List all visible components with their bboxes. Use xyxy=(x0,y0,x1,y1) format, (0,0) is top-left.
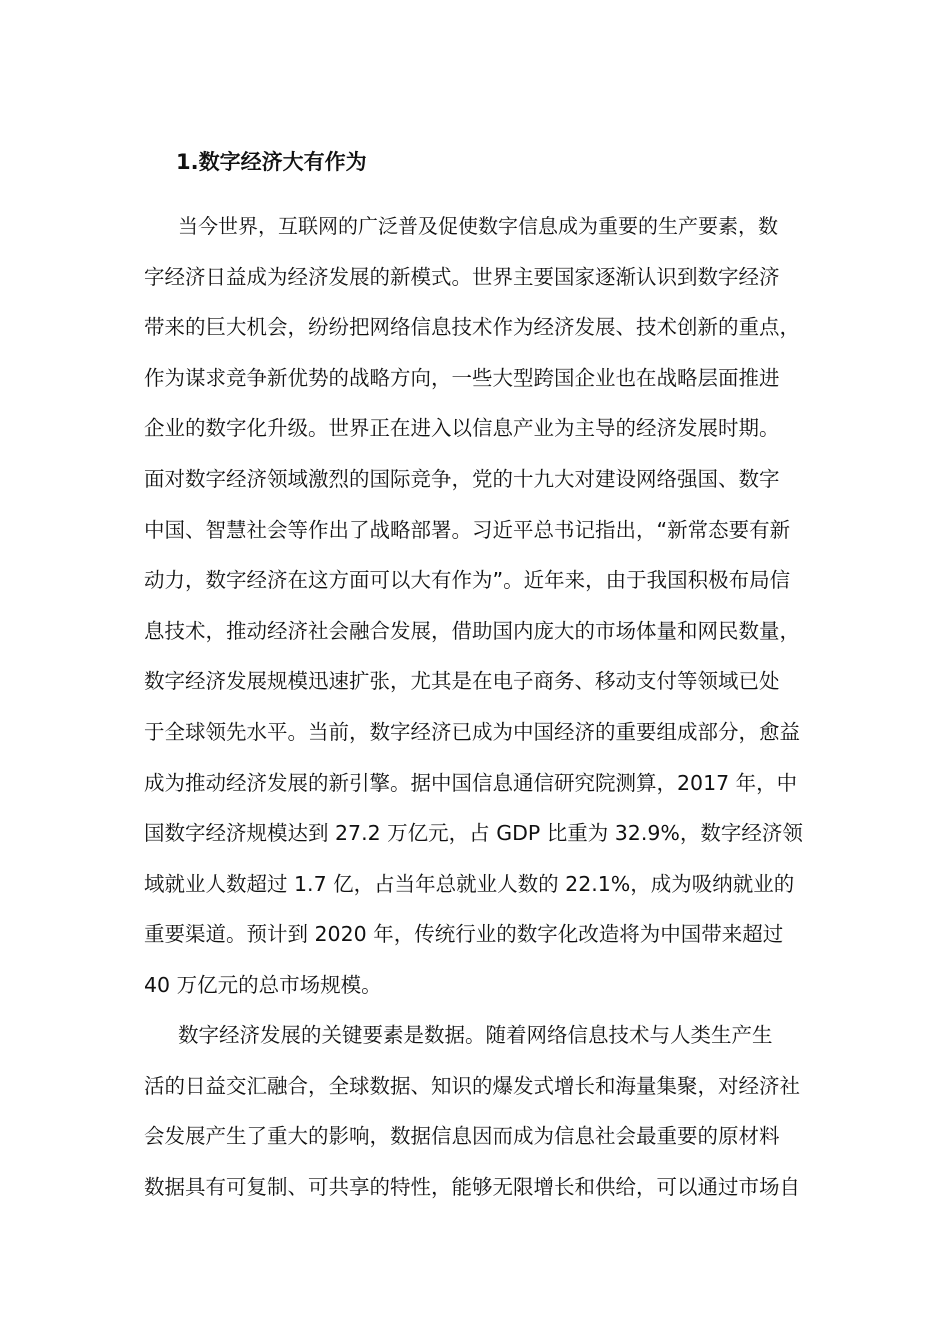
paragraph-line: 于全球领先水平。当前，数字经济已成为中国经济的重要组成部分，愈益 xyxy=(144,719,800,744)
paragraph-line: 面对数字经济领域激烈的国际竞争，党的十九大对建设网络强国、数字 xyxy=(144,466,780,491)
paragraph-line: 当今世界，互联网的广泛普及促使数字信息成为重要的生产要素，数 xyxy=(178,214,778,238)
paragraph-line: 活的日益交汇融合，全球数据、知识的爆发式增长和海量集聚，对经济社 xyxy=(144,1073,800,1098)
paragraph-line: 数据具有可复制、可共享的特性，能够无限增长和供给，可以通过市场自 xyxy=(144,1174,800,1199)
paragraph-line: 会发展产生了重大的影响，数据信息因而成为信息社会最重要的原材料 xyxy=(144,1124,780,1149)
paragraph-line: 数字经济发展规模迅速扩张，尤其是在电子商务、移动支付等领域已处 xyxy=(144,669,780,694)
paragraph-line: 作为谋求竞争新优势的战略方向，一些大型跨国企业也在战略层面推进 xyxy=(144,365,780,390)
paragraph-line: 国数字经济规模达到 27.2 万亿元，占 GDP 比重为 32.9%，数字经济领 xyxy=(144,821,803,846)
paragraph-line: 字经济日益成为经济发展的新模式。世界主要国家逐渐认识到数字经济 xyxy=(144,264,780,289)
paragraph-line: 域就业人数超过 1.7 亿，占当年总就业人数的 22.1%，成为吸纳就业的 xyxy=(144,871,795,896)
paragraph-2 xyxy=(144,1010,814,1212)
paragraph-line: 重要渠道。预计到 2020 年，传统行业的数字化改造将为中国带来超过 xyxy=(144,922,784,947)
paragraph-line: 企业的数字化升级。世界正在进入以信息产业为主导的经济发展时期。 xyxy=(144,416,780,441)
paragraph-line: 成为推动经济发展的新引擎。据中国信息通信研究院测算，2017 年，中 xyxy=(144,770,798,795)
paragraph-line: 40 万亿元的总市场规模。 xyxy=(144,972,382,997)
paragraph-line: 中国、智慧社会等作出了战略部署。习近平总书记指出，“新常态要有新 xyxy=(144,517,791,542)
paragraph-line: 数字经济发展的关键要素是数据。随着网络信息技术与人类生产生 xyxy=(178,1023,773,1047)
section-heading: 1.数字经济大有作为 xyxy=(176,150,367,174)
paragraph-line: 息技术，推动经济社会融合发展，借助国内庞大的市场体量和网民数量， xyxy=(144,618,800,643)
paragraph-line: 动力，数字经济在这方面可以大有作为”。近年来，由于我国积极布局信 xyxy=(144,568,791,593)
paragraph-line: 带来的巨大机会，纷纷把网络信息技术作为经济发展、技术创新的重点， xyxy=(144,315,800,340)
paragraph-1 xyxy=(144,201,814,1011)
